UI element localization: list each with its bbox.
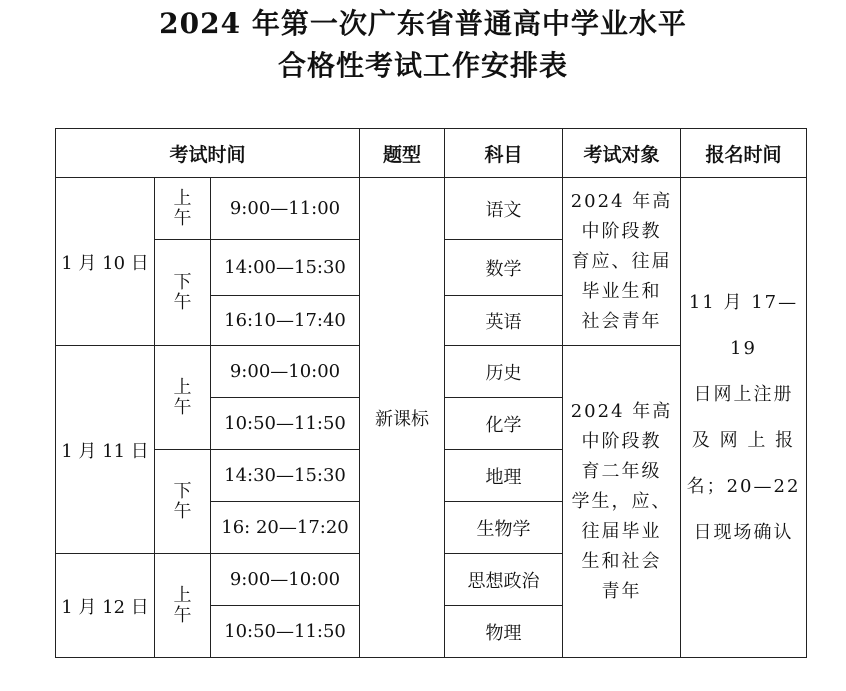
subject-cell: 语文 <box>445 178 563 240</box>
schedule-table <box>55 128 807 658</box>
target-line: 2024 年高 <box>570 190 673 212</box>
subject-cell: 地理 <box>445 450 563 502</box>
time-cell: 10:50—11:50 <box>211 398 360 450</box>
signup-line: 及 网 上 报 <box>691 429 796 451</box>
am-char-2: 午 <box>173 604 192 626</box>
subject-cell: 数学 <box>445 240 563 296</box>
time-cell: 9:00—11:00 <box>211 178 360 240</box>
header-question-type: 题型 <box>360 129 445 178</box>
subject-cell: 英语 <box>445 296 563 346</box>
time-cell: 14:00—15:30 <box>211 240 360 296</box>
target-line: 青年 <box>601 580 642 602</box>
signup-line: 日网上注册 <box>693 383 794 405</box>
time-cell: 10:50—11:50 <box>211 606 360 658</box>
target-line: 学生，应、 <box>571 490 672 512</box>
morning-cell <box>155 346 211 450</box>
subject-cell: 思想政治 <box>445 554 563 606</box>
afternoon-cell <box>155 450 211 554</box>
header-target: 考试对象 <box>563 129 681 178</box>
page-title-line2: 合格性考试工作安排表 <box>277 49 568 82</box>
target-line: 育二年级 <box>581 460 662 482</box>
subject-cell: 化学 <box>445 398 563 450</box>
subject-cell: 物理 <box>445 606 563 658</box>
target-line: 2024 年高 <box>570 400 673 422</box>
time-cell: 14:30—15:30 <box>211 450 360 502</box>
target-line: 生和社会 <box>581 550 662 572</box>
am-char-1: 上 <box>173 584 192 606</box>
time-cell: 9:00—10:00 <box>211 346 360 398</box>
page-title-line1: 2024 年第一次广东省普通高中学业水平 <box>159 7 687 40</box>
pm-char-1: 下 <box>173 480 192 502</box>
target-line: 中阶段教 <box>581 430 662 452</box>
pm-char-2: 午 <box>173 291 192 313</box>
signup-line: 名；20—22 <box>686 475 801 497</box>
morning-cell <box>155 178 211 240</box>
time-cell: 9:00—10:00 <box>211 554 360 606</box>
date-cell: 1 月 12 日 <box>56 554 155 658</box>
pm-char-1: 下 <box>173 271 192 293</box>
subject-cell: 生物学 <box>445 502 563 554</box>
date-cell: 1 月 10 日 <box>56 178 155 346</box>
date-cell: 1 月 11 日 <box>56 346 155 554</box>
time-cell: 16:10—17:40 <box>211 296 360 346</box>
header-exam-time: 考试时间 <box>56 129 360 178</box>
pm-char-2: 午 <box>173 500 192 522</box>
signup-time-cell <box>681 178 807 658</box>
morning-cell <box>155 554 211 658</box>
afternoon-cell <box>155 240 211 346</box>
question-type-cell: 新课标 <box>360 178 445 658</box>
target-line: 中阶段教 <box>581 220 662 242</box>
header-subject: 科目 <box>445 129 563 178</box>
target-cell-1 <box>563 178 681 346</box>
am-char-1: 上 <box>173 376 192 398</box>
target-cell-2 <box>563 346 681 658</box>
target-line: 毕业生和 <box>581 280 662 302</box>
signup-line: 日现场确认 <box>693 521 794 543</box>
header-row <box>56 129 807 178</box>
target-line: 往届毕业 <box>581 520 662 542</box>
am-char-2: 午 <box>173 396 192 418</box>
signup-line: 11 月 17—19 <box>688 291 799 359</box>
header-signup-time: 报名时间 <box>681 129 807 178</box>
am-char-2: 午 <box>173 207 192 229</box>
am-char-1: 上 <box>173 187 192 209</box>
time-cell: 16: 20—17:20 <box>211 502 360 554</box>
subject-cell: 历史 <box>445 346 563 398</box>
target-line: 社会青年 <box>581 310 662 332</box>
table-row <box>56 178 807 240</box>
target-line: 育应、往届 <box>571 250 672 272</box>
